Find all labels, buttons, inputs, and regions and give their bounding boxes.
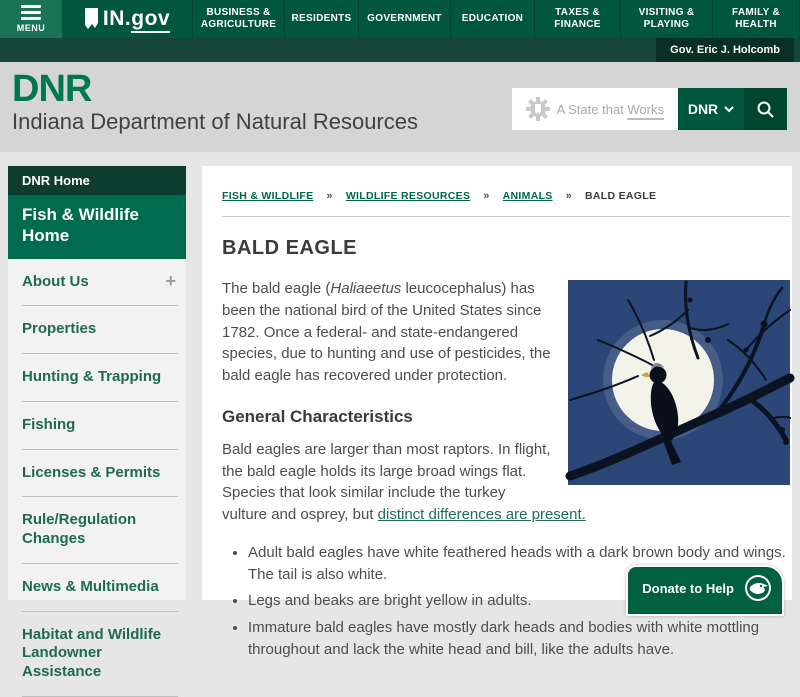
breadcrumb-divider — [222, 216, 790, 217]
search-icon — [756, 100, 775, 119]
state-badge-label: A State that Works — [557, 102, 664, 117]
sidebar-item-label: Habitat and Wildlife Landowner Assistance — [22, 625, 162, 680]
ingov-logo[interactable] — [62, 0, 192, 38]
sidebar-item-licenses-permits[interactable] — [22, 450, 178, 498]
search-button[interactable] — [744, 88, 787, 130]
sidebar-item-label: Rule/Regulation Changes — [22, 511, 137, 547]
characteristics-paragraph: Bald eagles are larger than most raptors. In flight, the bald eagle holds its large broad wings flat. Species that look similar include the turkey vulture and osprey, but distinct differences are present. — [222, 440, 586, 523]
donate-to-help-button[interactable] — [626, 565, 784, 616]
header-controls — [512, 88, 787, 130]
chevron-down-icon — [724, 106, 734, 113]
breadcrumb-separator: » — [565, 190, 573, 202]
menu-button[interactable] — [0, 0, 62, 38]
sidebar-item-properties[interactable] — [22, 306, 178, 354]
breadcrumb-current: BALD EAGLE — [585, 190, 657, 202]
breadcrumb-link-animals[interactable]: ANIMALS — [502, 190, 553, 202]
sidebar-item-label: About Us — [22, 272, 89, 290]
indiana-state-icon — [84, 8, 99, 30]
sidebar-menu — [8, 259, 186, 697]
sidebar-item-fish-wildlife-home[interactable]: Fish & Wildlife Home — [8, 195, 186, 259]
nav-item-taxes-finance[interactable]: TAXES & FINANCE — [534, 0, 620, 38]
species-name-italic: Haliaeetus — [330, 280, 402, 297]
sidebar-item-about-us[interactable] — [22, 259, 178, 307]
sidebar-item-label: News & Multimedia — [22, 577, 159, 595]
dnr-logo[interactable]: DNR — [12, 68, 92, 110]
eagle-head-icon — [744, 574, 772, 602]
expand-plus-icon[interactable]: + — [165, 270, 176, 291]
sidebar-item-label: Hunting & Trapping — [22, 368, 162, 385]
bullet-legs-beaks: • Legs and beaks are bright yellow in adults. — [248, 590, 790, 612]
governor-link[interactable]: Gov. Eric J. Holcomb — [656, 38, 794, 62]
bald-eagle-moon-photo — [568, 280, 790, 485]
breadcrumb — [222, 190, 790, 202]
sidebar-item-news-multimedia[interactable] — [22, 564, 178, 612]
breadcrumb-link-wildlife-resources[interactable]: WILDLIFE RESOURCES — [345, 190, 471, 202]
breadcrumb-separator: » — [483, 190, 490, 202]
donate-label: Donate to Help — [642, 580, 734, 596]
agency-identity — [12, 70, 418, 135]
nav-item-government[interactable]: GOVERNMENT — [358, 0, 450, 38]
sidebar-item-label: Fishing — [22, 415, 76, 433]
distinct-differences-link[interactable]: distinct differences are present. — [377, 506, 586, 523]
sidebar-item-label: Properties — [22, 320, 97, 338]
page-title: BALD EAGLE — [222, 237, 357, 259]
state-that-works-badge[interactable] — [512, 88, 678, 130]
breadcrumb-separator: » — [326, 190, 333, 202]
bullet-adult-appearance: • Adult bald eagles have white feathered heads with a dark brown body and wings. The tail is also white. — [248, 542, 790, 586]
hamburger-icon — [21, 5, 41, 20]
bullet-immature-appearance: • Immature bald eagles have mostly dark heads and bodies with white mottling throughout and lack the white head and bill, like the adults have. — [248, 617, 790, 661]
governor-bar — [0, 38, 800, 62]
nav-item-education[interactable]: EDUCATION — [450, 0, 534, 38]
sidebar-item-label: Licenses & Permits — [22, 463, 161, 481]
page-body — [0, 152, 800, 680]
sidebar-item-hunting-trapping[interactable] — [22, 354, 178, 402]
main-content — [202, 166, 792, 658]
top-navigation-bar — [0, 0, 800, 38]
topnav-items — [192, 0, 800, 38]
gear-icon — [526, 97, 550, 121]
nav-item-business-agriculture[interactable]: BUSINESS & AGRICULTURE — [192, 0, 284, 38]
nav-item-family-health[interactable]: FAMILY & HEALTH — [712, 0, 800, 38]
agency-header — [0, 62, 800, 152]
nav-item-visiting-playing[interactable]: VISITING & PLAYING — [620, 0, 712, 38]
ingov-logo-text: IN.gov — [103, 7, 170, 31]
sidebar-item-habitat-landowner-assistance[interactable] — [22, 612, 178, 697]
breadcrumb-link-fish-wildlife[interactable]: FISH & WILDLIFE — [222, 190, 314, 202]
agency-name: Indiana Department of Natural Resources — [12, 109, 418, 134]
menu-button-label: MENU — [16, 23, 46, 33]
sidebar-item-rule-regulation-changes[interactable] — [22, 497, 178, 564]
nav-item-residents[interactable]: RESIDENTS — [284, 0, 358, 38]
section-heading-general-characteristics: General Characteristics — [222, 406, 413, 426]
intro-paragraph: The bald eagle (Haliaeetus leucocephalus) has been the national bird of the United States since 1782. Once a federal- and state-endangered species, due to hunting and use of pesticides, the bald eagle has recovered under protection. — [222, 280, 551, 384]
sidebar-item-fishing[interactable] — [22, 402, 178, 450]
sidebar-item-dnr-home[interactable]: DNR Home — [8, 166, 186, 195]
dnr-dropdown[interactable]: DNR — [678, 88, 744, 130]
sidebar — [8, 166, 186, 680]
